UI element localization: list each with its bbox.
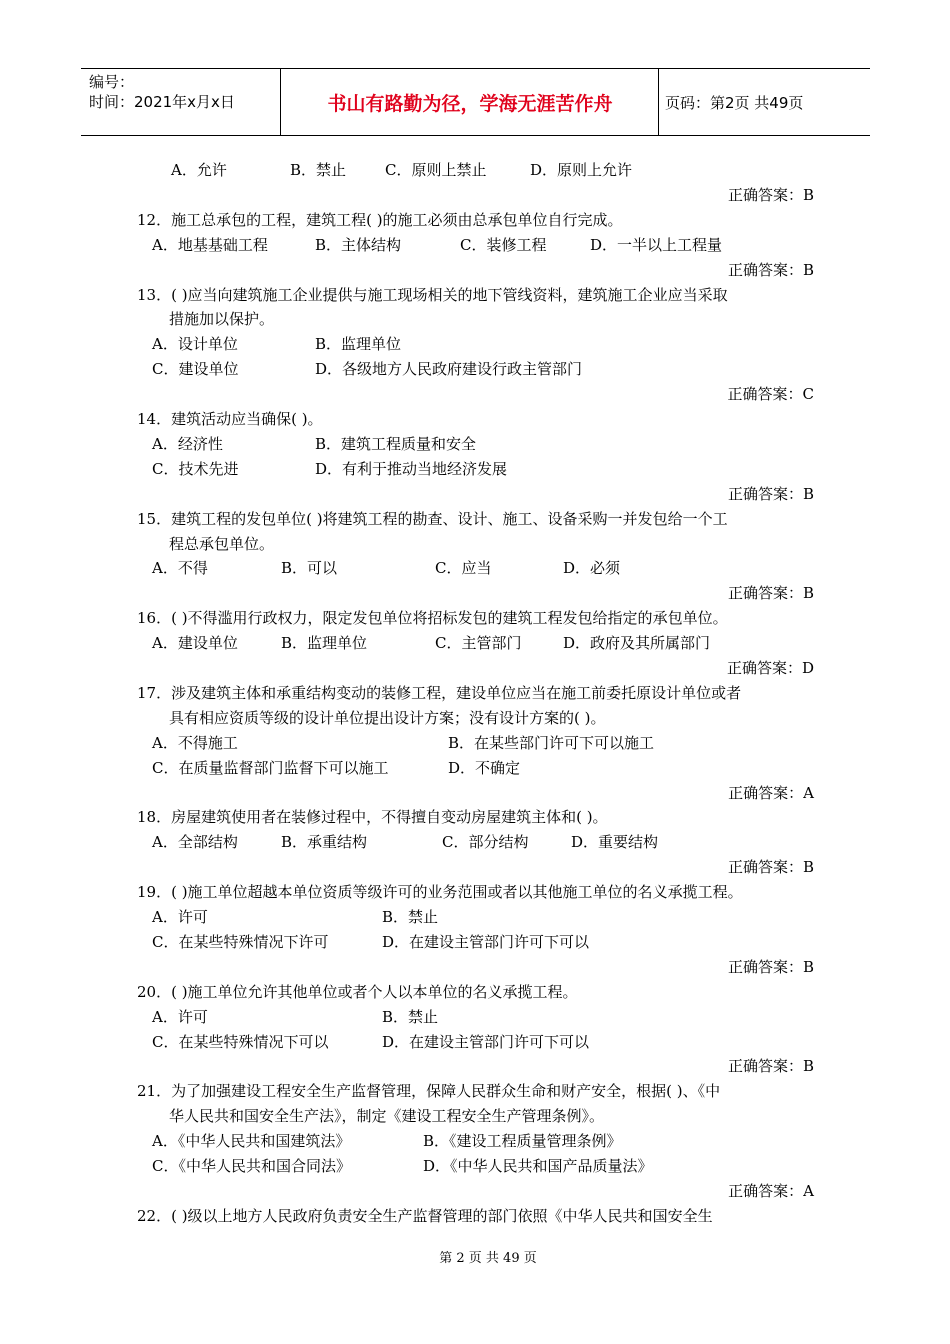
answer-option: D．各级地方人民政府建设行政主管部门	[315, 360, 583, 379]
answer-option: B．禁止	[290, 161, 347, 179]
answer-option: A．《中华人民共和国建筑法》	[152, 1132, 351, 1151]
header-time-label: 时间：2021年x月x日	[89, 93, 235, 111]
answer-option: B．建筑工程质量和安全	[315, 434, 477, 453]
answer-option: B．《建设工程质量管理条例》	[423, 1132, 622, 1151]
answer-option: B．监理单位	[281, 634, 368, 653]
answer-option: A．允许	[171, 161, 227, 179]
header-page-info: 页码：第2页 共49页	[665, 93, 804, 112]
question-text: 18．房屋建筑使用者在装修过程中，不得擅自变动房屋建筑主体和( )。	[137, 808, 608, 827]
correct-answer: 正确答案：A	[728, 1181, 814, 1200]
answer-option: D．一半以上工程量	[590, 235, 723, 254]
correct-answer: 正确答案：B	[727, 858, 814, 877]
page-footer: 第 2 页 共 49 页	[439, 1251, 537, 1266]
question-text: 21．为了加强建设工程安全生产监督管理，保障人民群众生命和财产安全，根据( )、《中	[137, 1082, 721, 1101]
answer-option: D．在建设主管部门许可下可以	[382, 1032, 590, 1051]
correct-answer: 正确答案：D	[726, 659, 814, 677]
answer-option: D．必须	[563, 559, 621, 578]
header-number-label: 编号：	[89, 73, 135, 91]
answer-option: C．在某些特殊情况下许可	[152, 932, 329, 951]
answer-option: A．经济性	[152, 434, 223, 453]
question-text: 14．建筑活动应当确保( )。	[137, 410, 323, 428]
answer-option: A．不得施工	[152, 733, 238, 752]
answer-option: C．应当	[435, 559, 492, 578]
answer-option: D．原则上允许	[530, 161, 633, 179]
answer-option: C．在某些特殊情况下可以	[152, 1032, 329, 1051]
correct-answer: 正确答案：B	[727, 584, 814, 603]
answer-option: D．有利于推动当地经济发展	[315, 459, 508, 478]
question-text-continued: 程总承包单位。	[169, 534, 275, 553]
correct-answer: 正确答案：A	[728, 783, 814, 802]
answer-option: A．许可	[152, 1007, 208, 1026]
answer-option: B．主体结构	[315, 235, 402, 254]
answer-option: A．许可	[152, 908, 208, 926]
answer-option: C．建设单位	[152, 360, 239, 379]
answer-option: B．监理单位	[315, 335, 402, 354]
question-text: 13．( )应当向建筑施工企业提供与施工现场相关的地下管线资料，建筑施工企业应当采取	[137, 285, 728, 304]
question-text-continued: 措施加以保护。	[169, 310, 275, 329]
question-text: 22．( )级以上地方人民政府负责安全生产监督管理的部门依照《中华人民共和国安全生	[137, 1206, 713, 1225]
answer-option: D．不确定	[448, 758, 521, 777]
answer-option: D．《中华人民共和国产品质量法》	[423, 1157, 653, 1175]
answer-option: A．建设单位	[152, 634, 238, 653]
question-text: 19．( )施工单位超越本单位资质等级许可的业务范围或者以其他施工单位的名义承揽工程。	[137, 883, 743, 902]
answer-option: B．可以	[281, 559, 338, 578]
answer-option: D．政府及其所属部门	[563, 634, 711, 653]
correct-answer: 正确答案：B	[727, 260, 814, 279]
answer-option: B．承重结构	[281, 833, 368, 852]
correct-answer: 正确答案：B	[727, 185, 814, 204]
question-text: 17．涉及建筑主体和承重结构变动的装修工程，建设单位应当在施工前委托原设计单位或者	[137, 683, 742, 702]
answer-option: B．在某些部门许可下可以施工	[448, 733, 655, 752]
answer-option: C．在质量监督部门监督下可以施工	[152, 758, 389, 777]
answer-option: C．主管部门	[435, 634, 522, 653]
answer-option: A．不得	[152, 559, 208, 578]
answer-option: C．技术先进	[152, 459, 239, 478]
question-text: 20．( )施工单位允许其他单位或者个人以本单位的名义承揽工程。	[137, 982, 578, 1001]
correct-answer: 正确答案：B	[727, 484, 814, 503]
correct-answer: 正确答案：B	[727, 957, 814, 976]
question-text: 16．( )不得滥用行政权力，限定发包单位将招标发包的建筑工程发包给指定的承包单位。	[137, 609, 728, 628]
question-text: 12．施工总承包的工程，建筑工程( )的施工必须由总承包单位自行完成。	[137, 210, 623, 229]
answer-option: A．设计单位	[152, 335, 238, 354]
answer-option: C．原则上禁止	[385, 161, 487, 179]
answer-option: B．禁止	[382, 908, 439, 926]
answer-option: D．在建设主管部门许可下可以	[382, 932, 590, 951]
question-text-continued: 具有相应资质等级的设计单位提出设计方案；没有设计方案的( )。	[169, 708, 606, 727]
correct-answer: 正确答案：C	[727, 385, 814, 404]
answer-option: C．部分结构	[442, 833, 529, 852]
answer-option: C．《中华人民共和国合同法》	[152, 1157, 351, 1175]
question-text-continued: 华人民共和国安全生产法》，制定《建设工程安全生产管理条例》。	[169, 1107, 605, 1126]
answer-option: D．重要结构	[571, 833, 659, 852]
answer-option: B．禁止	[382, 1007, 439, 1026]
answer-option: C．装修工程	[460, 235, 547, 254]
answer-option: A．地基基础工程	[152, 235, 268, 254]
correct-answer: 正确答案：B	[727, 1057, 814, 1076]
answer-option: A．全部结构	[152, 833, 238, 852]
question-text: 15．建筑工程的发包单位( )将建筑工程的勘查、设计、施工、设备采购一并发包给一个工	[137, 509, 728, 528]
header-motto: 书山有路勤为径，学海无涯苦作舟	[282, 69, 659, 135]
